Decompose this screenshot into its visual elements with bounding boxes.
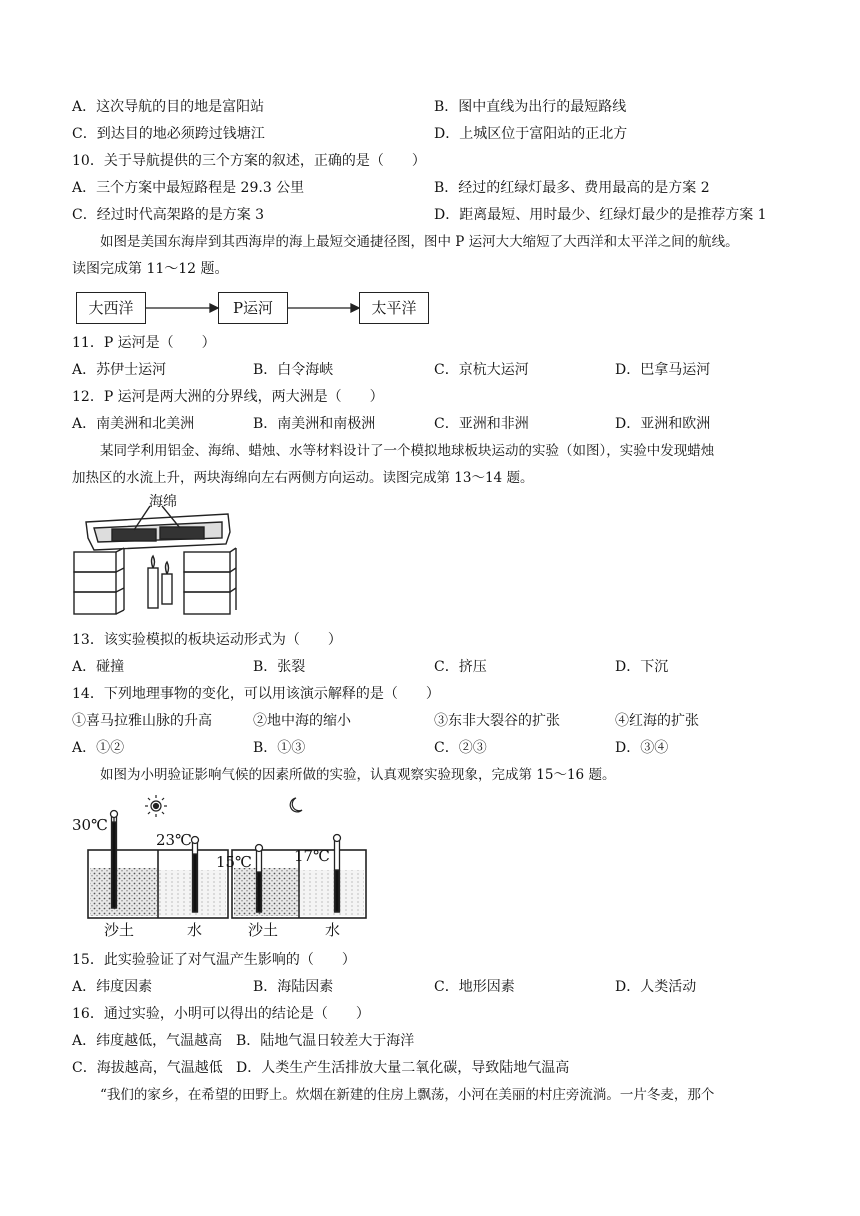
- q11-option-d: D．巴拿马运河: [615, 362, 711, 378]
- medium-label-sand-1: 沙土: [104, 921, 135, 939]
- q9-option-c: C．到达目的地必须跨过钱塘江: [72, 126, 265, 142]
- q15-option-b: B．海陆因素: [253, 979, 334, 995]
- q14-stem: 14．下列地理事物的变化，可以用该演示解释的是（ ）: [72, 686, 440, 702]
- flow-box-atlantic: 大西洋: [76, 292, 146, 324]
- q16-option-d: D．人类生产生活排放大量二氧化碳，导致陆地气温高: [236, 1060, 570, 1076]
- medium-label-water-2: 水: [325, 921, 341, 939]
- q13-option-a: A．碰撞: [72, 659, 125, 675]
- q14-option-a: A．①②: [72, 740, 125, 756]
- q14-option-b: B．①③: [253, 740, 306, 756]
- medium-label-water-1: 水: [187, 921, 203, 939]
- temp-label-3: 15℃: [216, 853, 252, 871]
- intro-13-14-line1: 某同学利用铝金、海绵、蜡烛、水等材料设计了一个模拟地球板块运动的实验（如图），实验中发现蜡烛: [100, 443, 715, 459]
- q12-option-a: A．南美洲和北美洲: [72, 416, 195, 432]
- intro-13-14-line2: 加热区的水流上升，两块海绵向左右两侧方向运动。读图完成第 13～14 题。: [72, 470, 534, 486]
- q9-option-b: B．图中直线为出行的最短路线: [434, 99, 627, 115]
- q14-option-d: D．③④: [615, 740, 669, 756]
- medium-label-sand-2: 沙土: [248, 921, 279, 939]
- q10-option-a: A．三个方案中最短路程是 29.3 公里: [72, 180, 305, 196]
- q11-stem: 11．P 运河是（ ）: [72, 335, 216, 351]
- q15-option-c: C．地形因素: [434, 979, 515, 995]
- q14-item-1: ①喜马拉雅山脉的升高: [72, 713, 212, 729]
- flow-box-canal: P运河: [218, 292, 288, 324]
- intro-11-12-line1: 如图是美国东海岸到其西海岸的海上最短交通捷径图，图中 P 运河大大缩短了大西洋和太平洋之间的航线。: [100, 234, 739, 250]
- q12-stem: 12．P 运河是两大洲的分界线，两大洲是（ ）: [72, 389, 384, 405]
- q10-option-d: D．距离最短、用时最少、红绿灯最少的是推荐方案 1: [434, 207, 767, 223]
- q13-option-d: D．下沉: [615, 659, 669, 675]
- q16-option-c: C．海拔越高，气温越低: [72, 1060, 223, 1076]
- intro-11-12-line2: 读图完成第 11～12 题。: [72, 261, 229, 277]
- q11-option-c: C．京杭大运河: [434, 362, 529, 378]
- temp-label-4: 17℃: [294, 847, 330, 865]
- q12-option-b: B．南美洲和南极洲: [253, 416, 376, 432]
- q14-item-4: ④红海的扩张: [615, 713, 699, 729]
- moon-icon: [290, 798, 302, 812]
- q13-stem: 13．该实验模拟的板块运动形式为（ ）: [72, 632, 342, 648]
- q16-option-b: B．陆地气温日较差大于海洋: [236, 1033, 415, 1049]
- sponge-label: 海绵: [149, 494, 177, 510]
- q14-option-c: C．②③: [434, 740, 487, 756]
- temp-label-1: 30℃: [72, 816, 108, 834]
- q10-option-c: C．经过时代高架路的是方案 3: [72, 207, 265, 223]
- q14-item-2: ②地中海的缩小: [253, 713, 351, 729]
- q16-stem: 16．通过实验，小明可以得出的结论是（ ）: [72, 1006, 370, 1022]
- q16-option-a: A．纬度越低，气温越高: [72, 1033, 223, 1049]
- flow-arrows: [146, 296, 360, 320]
- q11-option-a: A．苏伊士运河: [72, 362, 167, 378]
- song-lyrics-paragraph: “我们的家乡，在希望的田野上。炊烟在新建的住房上飘荡，小河在美丽的村庄旁流淌。一片冬麦，那个: [100, 1087, 715, 1103]
- q15-option-d: D．人类活动: [615, 979, 697, 995]
- q12-option-c: C．亚洲和非洲: [434, 416, 529, 432]
- flow-arrow-1: [146, 304, 218, 312]
- flow-box-pacific: 太平洋: [359, 292, 429, 324]
- q15-option-a: A．纬度因素: [72, 979, 153, 995]
- intro-15-16: 如图为小明验证影响气候的因素所做的实验，认真观察实验现象，完成第 15～16 题。: [100, 767, 616, 783]
- q11-option-b: B．白令海峡: [253, 362, 334, 378]
- q10-option-b: B．经过的红绿灯最多、费用最高的是方案 2: [434, 180, 710, 196]
- q10-stem: 10．关于导航提供的三个方案的叙述，正确的是（ ）: [72, 153, 426, 169]
- temp-label-2: 23℃: [156, 831, 192, 849]
- flow-arrow-2: [288, 304, 359, 312]
- sun-icon: [145, 795, 167, 817]
- q9-option-a: A．这次导航的目的地是富阳站: [72, 99, 265, 115]
- q13-option-c: C．挤压: [434, 659, 487, 675]
- q12-option-d: D．亚洲和欧洲: [615, 416, 711, 432]
- q15-stem: 15．此实验验证了对气温产生影响的（ ）: [72, 952, 356, 968]
- q13-option-b: B．张裂: [253, 659, 306, 675]
- q14-item-3: ③东非大裂谷的扩张: [434, 713, 560, 729]
- q9-option-d: D．上城区位于富阳站的正北方: [434, 126, 628, 142]
